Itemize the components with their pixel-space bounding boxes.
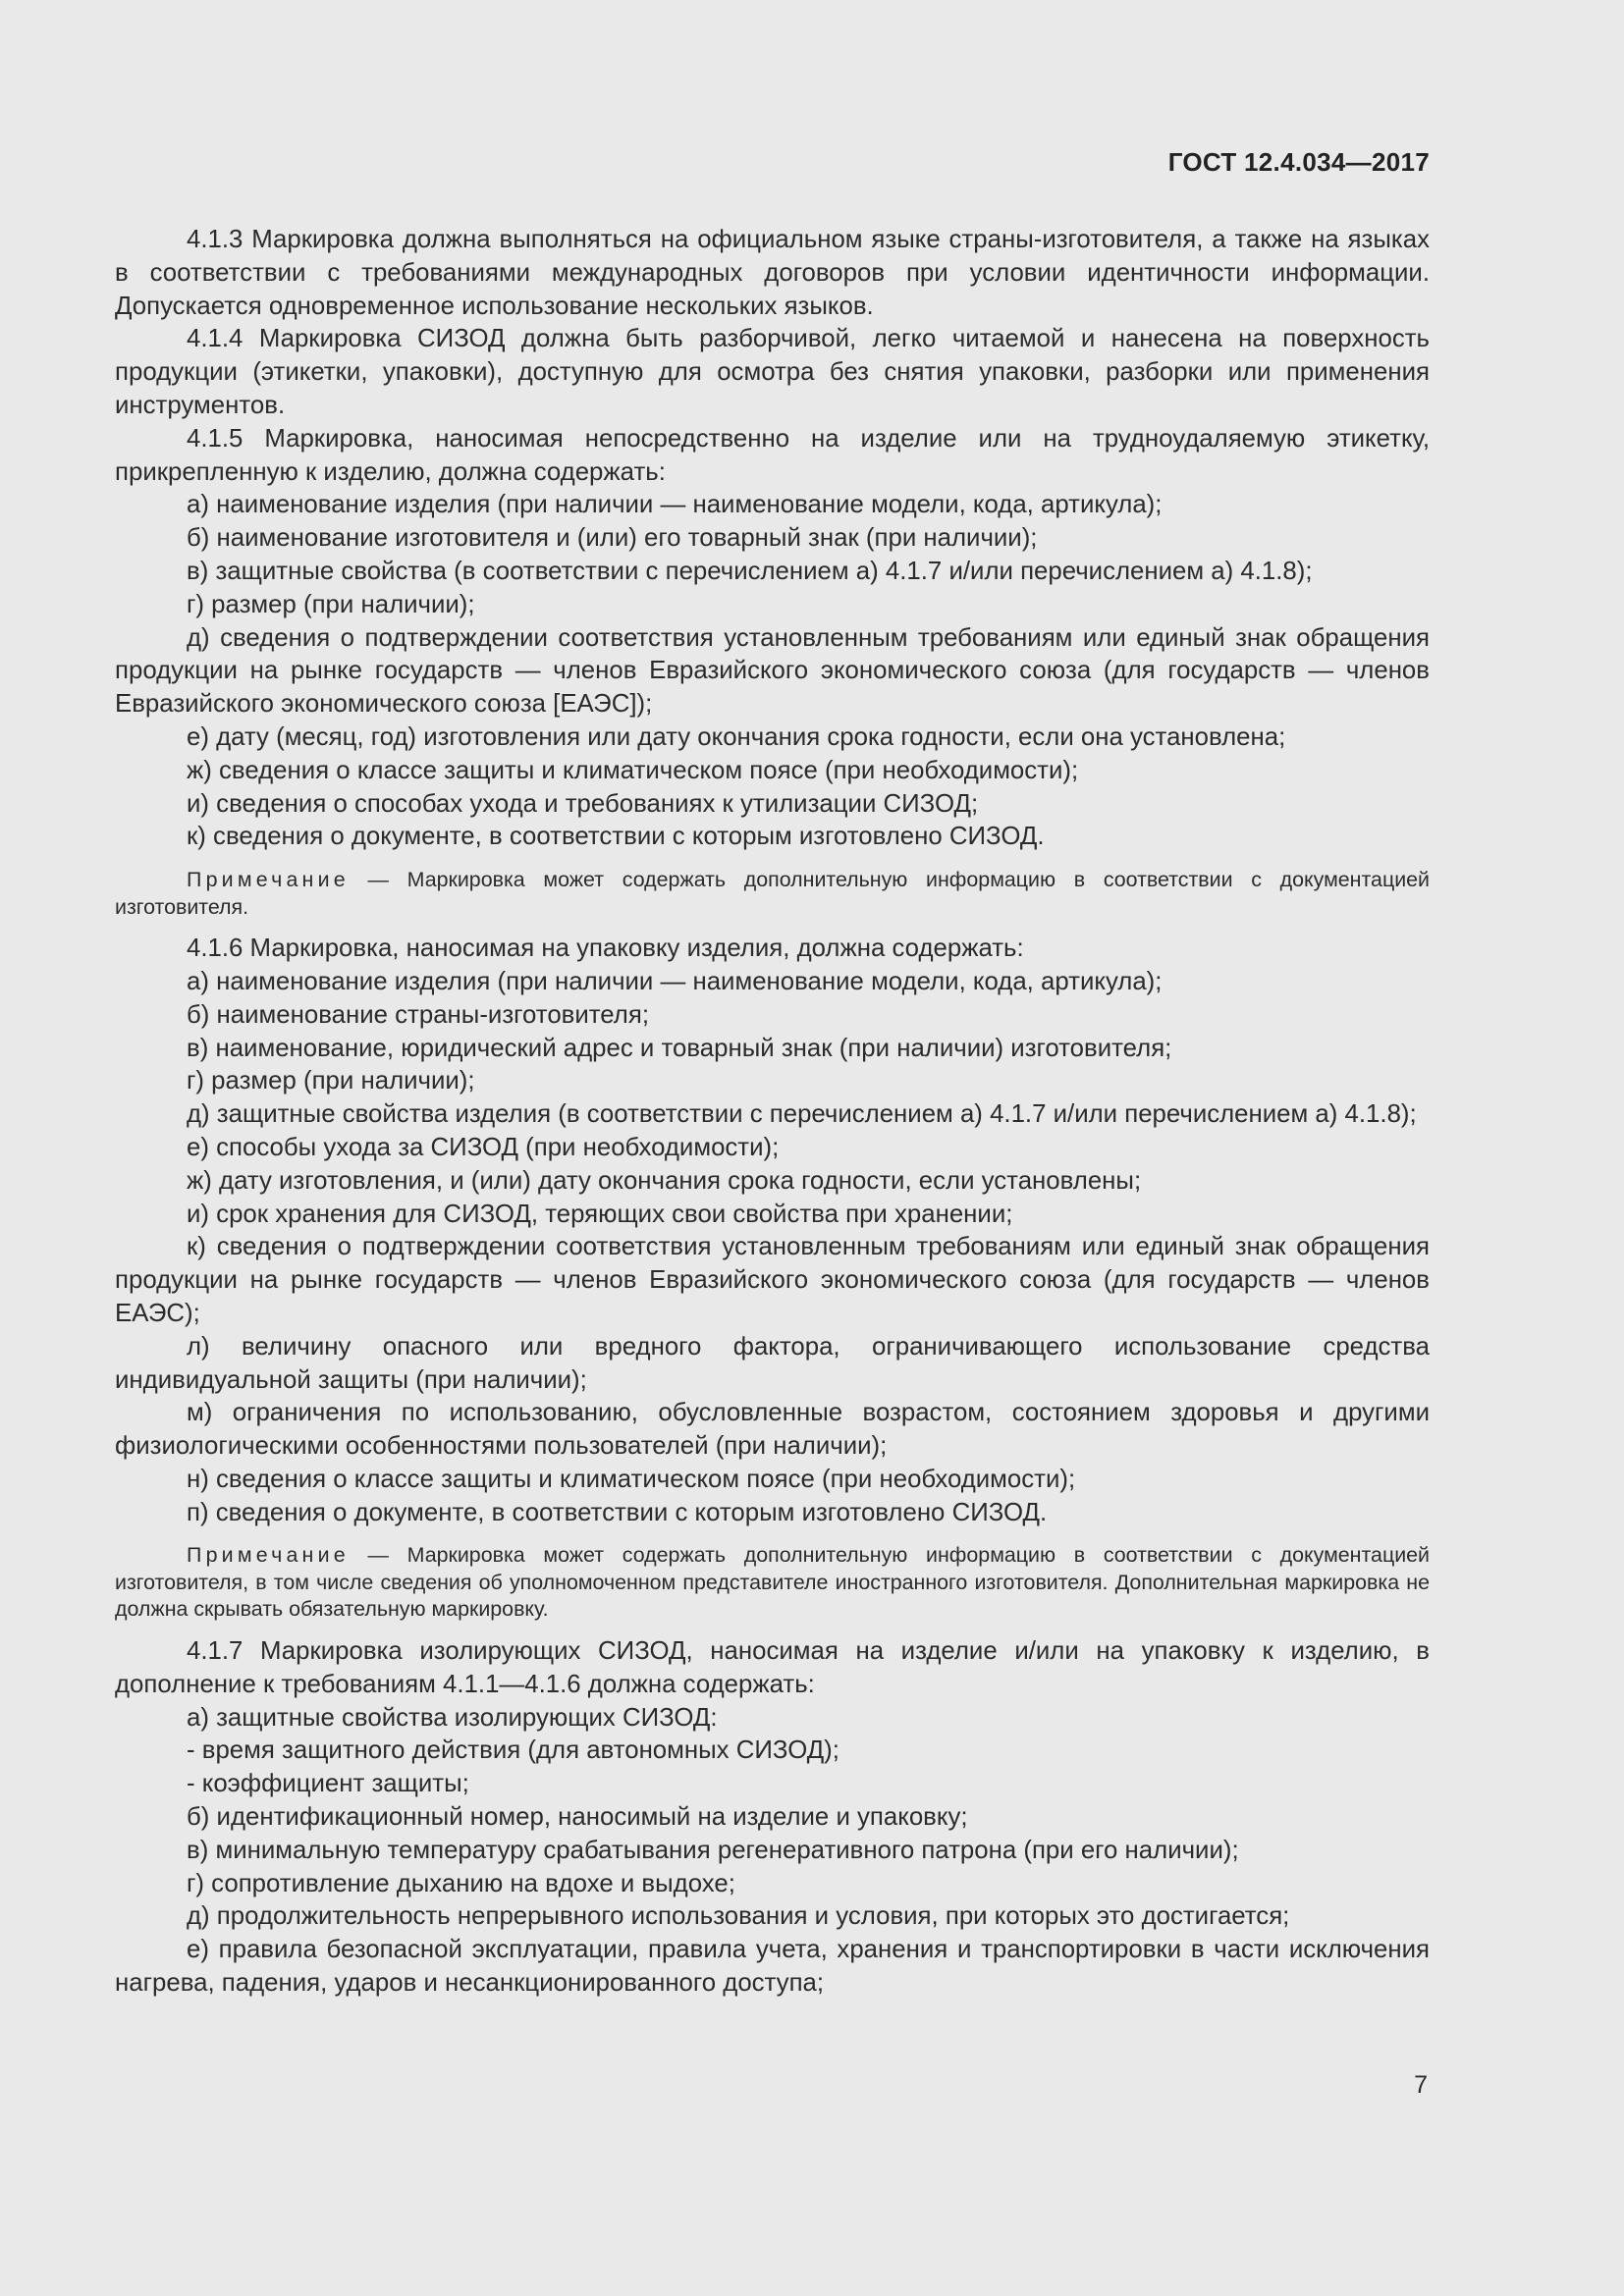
body-paragraph: а) наименование изделия (при наличии — наименование модели, кода, артикула); — [187, 491, 1163, 519]
body-paragraph: д) сведения о подтверждении соответствия установленным требованиям или единый знак обращения продукции на рынке государств — членов Евразийского экономического союза (для государств — членов Евразийского экономического союза [ЕАЭС]); — [115, 623, 1430, 719]
body-paragraph: в) защитные свойства (в соответствии с перечислением а) 4.1.7 и/или перечислением а) 4.1.8); — [187, 557, 1313, 585]
note-paragraph — [115, 1542, 1430, 1624]
body-paragraph: и) сведения о способах ухода и требованиях к утилизации СИЗОД; — [187, 789, 979, 818]
body-paragraph: к) сведения о документе, в соответствии с которым изготовлено СИЗОД. — [187, 823, 1045, 851]
body-paragraph: е) правила безопасной эксплуатации, правила учета, хранения и транспортировки в части исключения нагрева, падения, ударов и несанкционированного доступа; — [115, 1936, 1430, 1997]
body-paragraph: е) способы ухода за СИЗОД (при необходимости); — [187, 1133, 780, 1161]
document-body — [115, 224, 1430, 2001]
body-paragraph: г) сопротивление дыханию на вдохе и выдохе; — [187, 1869, 735, 1897]
body-paragraph: 4.1.3 Маркировка должна выполняться на официальном языке страны-изготовителя, а также на языках в соответствии с требованиями международных договоров при условии идентичности информации. Допускается одновременное использование нескольких языков. — [115, 226, 1430, 320]
body-paragraph: а) защитные свойства изолирующих СИЗОД: — [187, 1703, 718, 1732]
body-paragraph: д) защитные свойства изделия (в соответствии с перечислением а) 4.1.7 и/или перечислением а) 4.1.8); — [187, 1100, 1417, 1129]
body-paragraph: а) наименование изделия (при наличии — наименование модели, кода, артикула); — [187, 967, 1163, 995]
body-paragraph: в) минимальную температуру срабатывания регенеративного патрона (при его наличии); — [187, 1836, 1239, 1864]
body-paragraph: в) наименование, юридический адрес и товарный знак (при наличии) изготовителя; — [187, 1034, 1172, 1062]
document-header: ГОСТ 12.4.034—2017 — [1167, 147, 1430, 177]
body-paragraph: е) дату (месяц, год) изготовления или дату окончания срока годности, если она установлена; — [187, 722, 1286, 751]
body-paragraph: ж) дату изготовления, и (или) дату окончания срока годности, если установлены; — [187, 1166, 1142, 1195]
body-paragraph: н) сведения о классе защиты и климатическом поясе (при необходимости); — [187, 1465, 1076, 1493]
page-number: 7 — [1414, 2071, 1428, 2099]
body-paragraph: п) сведения о документе, в соответствии с которым изготовлено СИЗОД. — [187, 1498, 1048, 1526]
note-text: — Маркировка может содержать дополнительную информацию в соответствии с документацией изготовителя. — [115, 868, 1430, 919]
body-paragraph: 4.1.7 Маркировка изолирующих СИЗОД, наносимая на изделие и/или на упаковку к изделию, в дополнение к требованиям 4.1.1—4.1.6 должна содержать: — [115, 1636, 1430, 1698]
note-label: Примечание — [187, 1543, 350, 1568]
body-paragraph: и) срок хранения для СИЗОД, теряющих свои свойства при хранении; — [187, 1200, 1013, 1228]
body-paragraph: - коэффициент защиты; — [187, 1770, 469, 1798]
note-label: Примечание — [187, 868, 350, 892]
note-paragraph — [115, 867, 1430, 921]
body-paragraph: г) размер (при наличии); — [187, 590, 475, 618]
body-paragraph: к) сведения о подтверждении соответствия установленным требованиям или единый знак обращения продукции на рынке государств — членов Евразийского экономического союза (для государств — членов ЕАЭС); — [115, 1233, 1430, 1327]
note-text: — Маркировка может содержать дополнительную информацию в соответствии с документацией изготовителя, в том числе сведения об уполномоченном представителе иностранного изготовителя. Дополнительная маркировка не должна скрывать обязательную маркировку. — [115, 1543, 1430, 1622]
body-paragraph: ж) сведения о классе защиты и климатическом поясе (при необходимости); — [187, 756, 1079, 784]
body-paragraph: б) идентификационный номер, наносимый на изделие и упаковку; — [187, 1802, 968, 1831]
body-paragraph: д) продолжительность непрерывного использования и условия, при которых это достигается; — [187, 1902, 1290, 1931]
body-paragraph: м) ограничения по использованию, обусловленные возрастом, состоянием здоровья и другими физиологическими особенностями пользователей (при наличии); — [115, 1399, 1430, 1461]
body-paragraph: - время защитного действия (для автономных СИЗОД); — [187, 1736, 839, 1765]
body-paragraph: 4.1.4 Маркировка СИЗОД должна быть разборчивой, легко читаемой и нанесена на поверхность продукции (этикетки, упаковки), доступную для осмотра без снятия упаковки, разборки или применения инструментов. — [115, 325, 1430, 419]
body-paragraph: 4.1.6 Маркировка, наносимая на упаковку изделия, должна содержать: — [187, 934, 1024, 963]
body-paragraph: г) размер (при наличии); — [187, 1067, 475, 1095]
body-paragraph: 4.1.5 Маркировка, наносимая непосредственно на изделие или на трудноудаляемую этикетку, прикрепленную к изделию, должна содержать: — [115, 424, 1430, 486]
body-paragraph: б) наименование страны-изготовителя; — [187, 1000, 649, 1029]
body-paragraph: б) наименование изготовителя и (или) его товарный знак (при наличии); — [187, 524, 1038, 553]
body-paragraph: л) величину опасного или вредного фактора, ограничивающего использование средства индивидуальной защиты (при наличии); — [115, 1332, 1430, 1394]
